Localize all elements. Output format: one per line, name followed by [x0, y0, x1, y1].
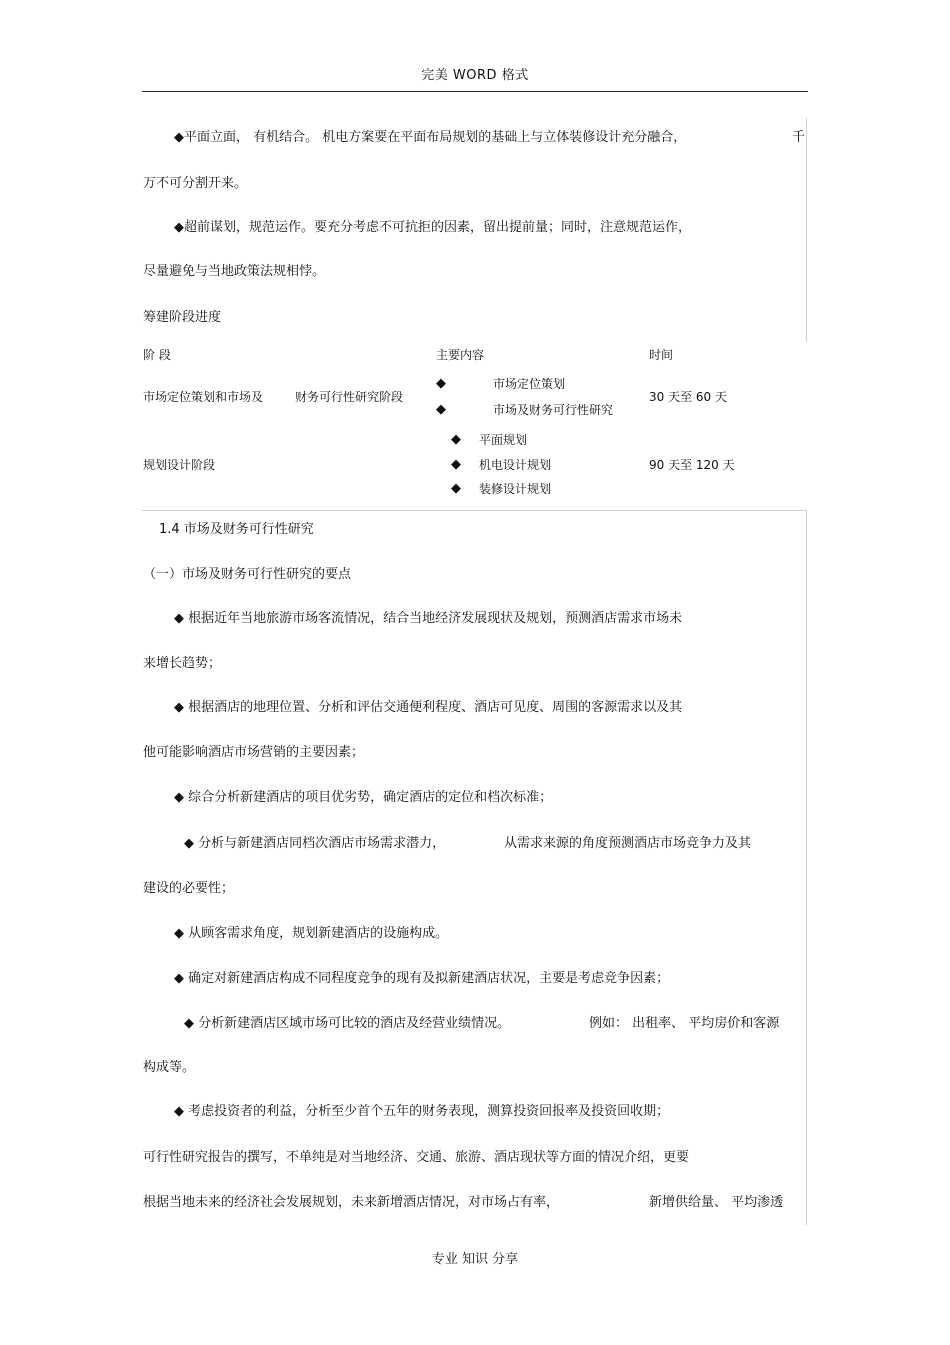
header-rule [142, 91, 808, 92]
bullet-3: ◆ 综合分析新建酒店的项目优劣势，确定酒店的定位和档次标准； [174, 790, 553, 805]
bullet-diamond-icon: ◆ [436, 376, 446, 391]
table-row-2-time: 90 天至 120 天 [649, 458, 735, 472]
bullet-2-cont: 他可能影响酒店市场营销的主要因素； [143, 745, 365, 760]
table-row-2-stage: 规划设计阶段 [143, 458, 216, 472]
intro-paragraph-1-end: 千 [792, 130, 806, 145]
bullet-diamond-icon: ◆ [436, 402, 446, 417]
bullet-5: ◆ 从顾客需求角度，规划新建酒店的设施构成。 [174, 926, 449, 941]
page-footer: 专业 知识 分享 [431, 1252, 519, 1267]
table-row-1-item-2: 市场及财务可行性研究 [493, 403, 614, 417]
intro-paragraph-2-cont: 尽量避免与当地政策法规相悖。 [143, 264, 326, 279]
table-header-content: 主要内容 [436, 348, 485, 362]
table-header-stage: 阶 段 [143, 348, 171, 362]
table-row-1-stage-b: 财务可行性研究阶段 [295, 390, 404, 404]
bullet-1: ◆ 根据近年当地旅游市场客流情况，结合当地经济发展现状及规划，预测酒店需求市场未 [174, 611, 683, 626]
frame-line-right-top [806, 118, 807, 342]
bullet-7-cont: 构成等。 [143, 1060, 196, 1075]
bullet-diamond-icon: ◆ [451, 432, 461, 447]
page-header: 完美 WORD 格式 [421, 68, 529, 83]
bullet-1-cont: 来增长趋势； [143, 656, 222, 671]
paragraph-a: 可行性研究报告的撰写，不单纯是对当地经济、交通、旅游、酒店现状等方面的情况介绍，更要 [143, 1150, 690, 1165]
table-row-1-item-1: 市场定位策划 [493, 377, 566, 391]
bullet-7: ◆ 分析新建酒店区域市场可比较的酒店及经营业绩情况。 [184, 1016, 511, 1031]
intro-paragraph-1-cont: 万不可分割开来。 [143, 176, 248, 191]
table-row-2-item-3: 装修设计规划 [479, 482, 552, 496]
frame-line-mid [142, 510, 807, 511]
bullet-4-b: 从需求来源的角度预测酒店市场竞争力及其 [504, 836, 752, 851]
paragraph-b: 根据当地未来的经济社会发展规划，未来新增酒店情况，对市场占有率， [143, 1195, 560, 1210]
bullet-4: ◆ 分析与新建酒店同档次酒店市场需求潜力， [184, 836, 446, 851]
bullet-6: ◆ 确定对新建酒店构成不同程度竞争的现有及拟新建酒店状况，主要是考虑竞争因素； [174, 971, 670, 986]
bullet-2: ◆ 根据酒店的地理位置、分析和评估交通便利程度、酒店可见度、周围的客源需求以及其 [174, 700, 683, 715]
table-row-2-item-1: 平面规划 [479, 433, 528, 447]
bullet-diamond-icon: ◆ [451, 457, 461, 472]
intro-paragraph-2: ◆超前谋划，规范运作。要充分考虑不可抗拒的因素，留出提前量；同时，注意规范运作， [174, 220, 691, 235]
intro-paragraph-1: ◆平面立面， 有机结合。 机电方案要在平面布局规划的基础上与立体装修设计充分融合， [174, 130, 687, 145]
bullet-4-cont: 建设的必要性； [143, 881, 235, 896]
table-row-1-time: 30 天至 60 天 [649, 390, 727, 404]
section-subheading: （一）市场及财务可行性研究的要点 [143, 567, 352, 582]
bullet-7-b: 例如： 出租率、 平均房价和客源 [589, 1016, 780, 1031]
bullet-diamond-icon: ◆ [451, 481, 461, 496]
paragraph-b-end: 新增供给量、 平均渗透 [649, 1195, 784, 1210]
table-row-1-stage-a: 市场定位策划和市场及 [143, 390, 264, 404]
section-heading: 1.4 市场及财务可行性研究 [159, 522, 314, 537]
frame-line-right-bottom [806, 510, 807, 1225]
table-row-2-item-2: 机电设计规划 [479, 458, 552, 472]
table-header-time: 时间 [649, 348, 674, 362]
bullet-8: ◆ 考虑投资者的利益，分析至少首个五年的财务表现，测算投资回报率及投资回收期； [174, 1104, 670, 1119]
schedule-heading: 筹建阶段进度 [143, 310, 222, 325]
